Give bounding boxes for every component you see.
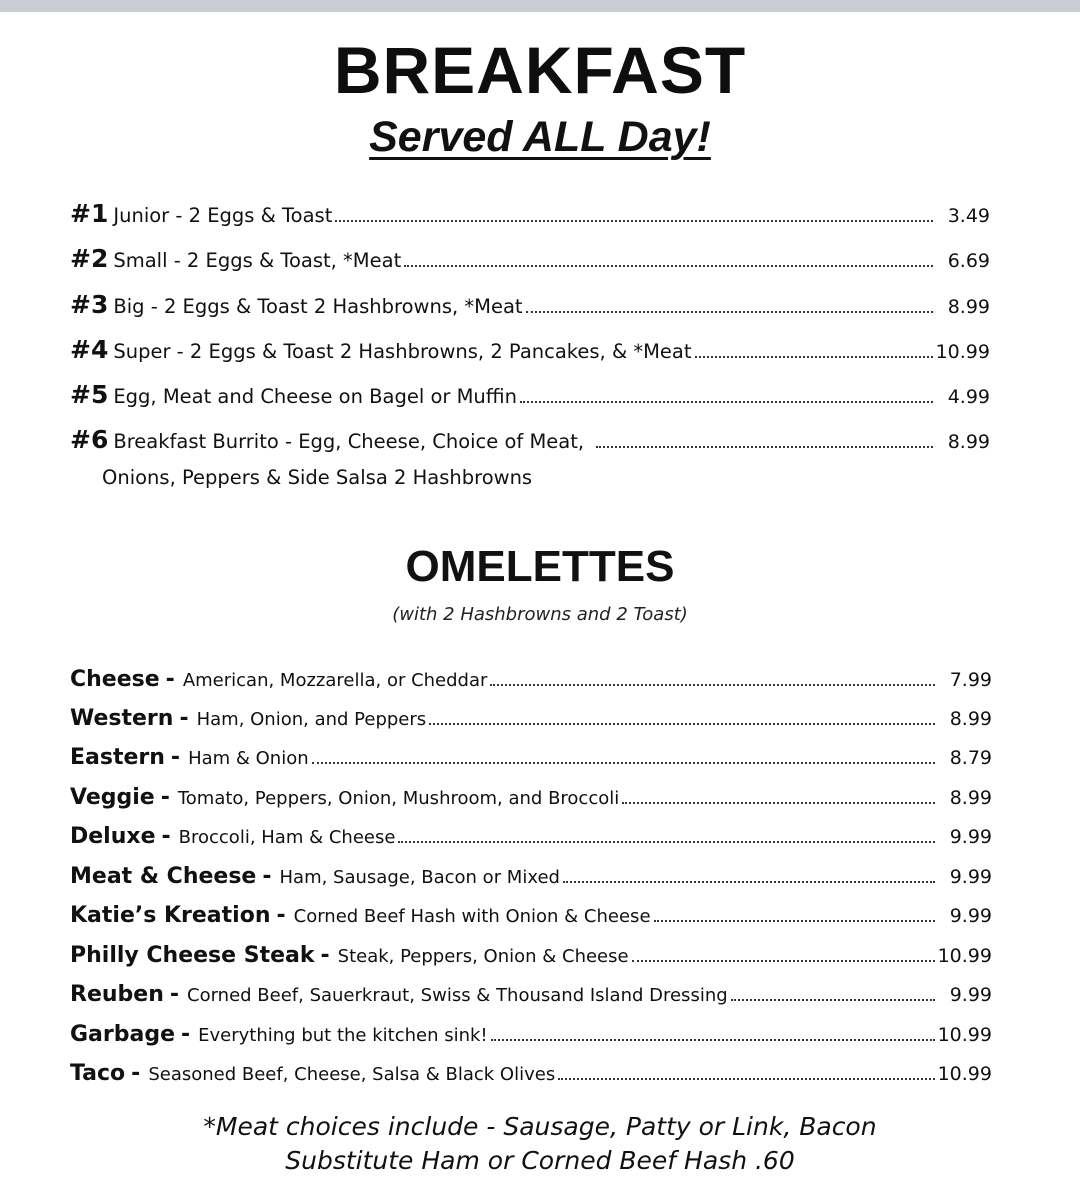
separator: - [179, 706, 189, 731]
omelettes-note: (with 2 Hashbrowns and 2 Toast) [392, 604, 688, 625]
omelette-name: Taco [70, 1061, 126, 1086]
item-description-continuation: Onions, Peppers & Side Salsa 2 Hashbrowns [102, 466, 533, 489]
omelette-name: Meat & Cheese [70, 864, 257, 889]
omelette-item [70, 785, 992, 815]
omelette-item [70, 706, 992, 736]
leader-dots [731, 999, 935, 1001]
omelette-name: Reuben [70, 982, 164, 1007]
omelette-item [70, 824, 992, 854]
item-description: Super - 2 Eggs & Toast 2 Hashbrowns, 2 Pancakes, & *Meat [113, 340, 692, 363]
leader-dots [398, 841, 935, 843]
omelette-item [70, 1061, 992, 1091]
omelette-description: Broccoli, Ham & Cheese [178, 827, 396, 848]
omelette-description: Corned Beef, Sauerkraut, Swiss & Thousand Island Dressing [187, 985, 728, 1006]
item-description: Big - 2 Eggs & Toast 2 Hashbrowns, *Meat [113, 295, 523, 318]
item-price: 3.49 [947, 205, 990, 227]
leader-dots [558, 1078, 934, 1080]
leader-dots [563, 881, 935, 883]
leader-dots [490, 684, 935, 686]
omelette-price: 10.99 [937, 945, 992, 967]
omelette-name: Philly Cheese Steak [70, 943, 315, 968]
omelette-description: Seasoned Beef, Cheese, Salsa & Black Olives [148, 1064, 556, 1085]
omelette-name: Katie’s Kreation [70, 903, 271, 928]
breakfast-subtitle [0, 112, 1080, 162]
leader-dots [491, 1039, 935, 1041]
item-price: 6.69 [947, 250, 990, 272]
leader-dots [632, 960, 935, 962]
item-number: #5 [70, 380, 109, 409]
leader-dots [429, 723, 935, 725]
item-number: #2 [70, 244, 109, 273]
omelette-description: Ham, Sausage, Bacon or Mixed [279, 867, 560, 888]
item-price: 10.99 [935, 341, 990, 363]
omelette-price: 8.99 [949, 787, 992, 809]
separator: - [160, 785, 170, 810]
omelette-price: 8.99 [949, 708, 992, 730]
top-bar [0, 0, 1080, 12]
leader-dots [695, 356, 933, 358]
omelette-price: 9.99 [949, 984, 992, 1006]
omelette-name: Veggie [70, 785, 155, 810]
leader-dots [526, 311, 933, 313]
omelette-item [70, 745, 992, 775]
leader-dots [312, 762, 935, 764]
omelette-price: 8.79 [949, 747, 992, 769]
breakfast-title: BREAKFAST [333, 33, 747, 107]
omelette-price: 7.99 [949, 669, 992, 691]
omelette-description: Everything but the kitchen sink! [198, 1025, 488, 1046]
footnote-substitute: Substitute Ham or Corned Beef Hash .60 [285, 1146, 795, 1175]
separator: - [320, 943, 330, 968]
omelette-description: Steak, Peppers, Onion & Cheese [337, 946, 629, 967]
leader-dots [404, 265, 933, 267]
omelette-name: Deluxe [70, 824, 156, 849]
separator: - [131, 1061, 141, 1086]
leader-dots [654, 920, 935, 922]
breakfast-item [70, 290, 990, 320]
item-description: Breakfast Burrito - Egg, Cheese, Choice of Meat, [113, 430, 585, 453]
breakfast-item [70, 425, 990, 455]
omelette-price: 10.99 [937, 1024, 992, 1046]
omelette-item [70, 864, 992, 894]
omelette-name: Garbage [70, 1022, 176, 1047]
omelette-description: Ham & Onion [188, 748, 309, 769]
omelette-price: 9.99 [949, 905, 992, 927]
separator: - [276, 903, 286, 928]
separator: - [262, 864, 272, 889]
item-price: 8.99 [947, 296, 990, 318]
omelette-item [70, 903, 992, 933]
item-price: 8.99 [947, 431, 990, 453]
item-number: #1 [70, 199, 109, 228]
leader-dots [520, 401, 933, 403]
omelette-description: Corned Beef Hash with Onion & Cheese [293, 906, 651, 927]
leader-dots [622, 802, 935, 804]
item-description: Egg, Meat and Cheese on Bagel or Muffin [113, 385, 517, 408]
omelette-name: Cheese [70, 667, 160, 692]
omelette-item [70, 982, 992, 1012]
omelette-description: American, Mozzarella, or Cheddar [182, 670, 488, 691]
leader-dots [596, 446, 933, 448]
item-number: #3 [70, 290, 109, 319]
omelette-price: 10.99 [937, 1063, 992, 1085]
breakfast-item [70, 244, 990, 274]
omelette-name: Eastern [70, 745, 165, 770]
separator: - [165, 667, 175, 692]
omelette-item [70, 1022, 992, 1052]
item-description: Junior - 2 Eggs & Toast [113, 204, 333, 227]
omelette-description: Tomato, Peppers, Onion, Mushroom, and Broccoli [177, 788, 620, 809]
omelette-name: Western [70, 706, 174, 731]
breakfast-item [70, 380, 990, 410]
separator: - [169, 982, 179, 1007]
omelette-description: Ham, Onion, and Peppers [196, 709, 427, 730]
leader-dots [335, 220, 933, 222]
separator: - [181, 1022, 191, 1047]
item-number: #6 [70, 425, 109, 454]
footnote-meat-choices: *Meat choices include - Sausage, Patty or Link, Bacon [203, 1112, 877, 1141]
separator: - [170, 745, 181, 770]
item-price: 4.99 [947, 386, 990, 408]
breakfast-item [70, 335, 990, 365]
breakfast-item [70, 199, 990, 229]
separator: - [161, 824, 171, 849]
omelette-price: 9.99 [949, 826, 992, 848]
omelettes-title: OMELETTES [405, 542, 675, 591]
item-description: Small - 2 Eggs & Toast, *Meat [113, 249, 402, 272]
omelette-item [70, 943, 992, 973]
breakfast-subtitle-text: Served ALL Day! [369, 113, 711, 161]
omelette-item [70, 667, 992, 697]
omelette-price: 9.99 [949, 866, 992, 888]
item-number: #4 [70, 335, 109, 364]
